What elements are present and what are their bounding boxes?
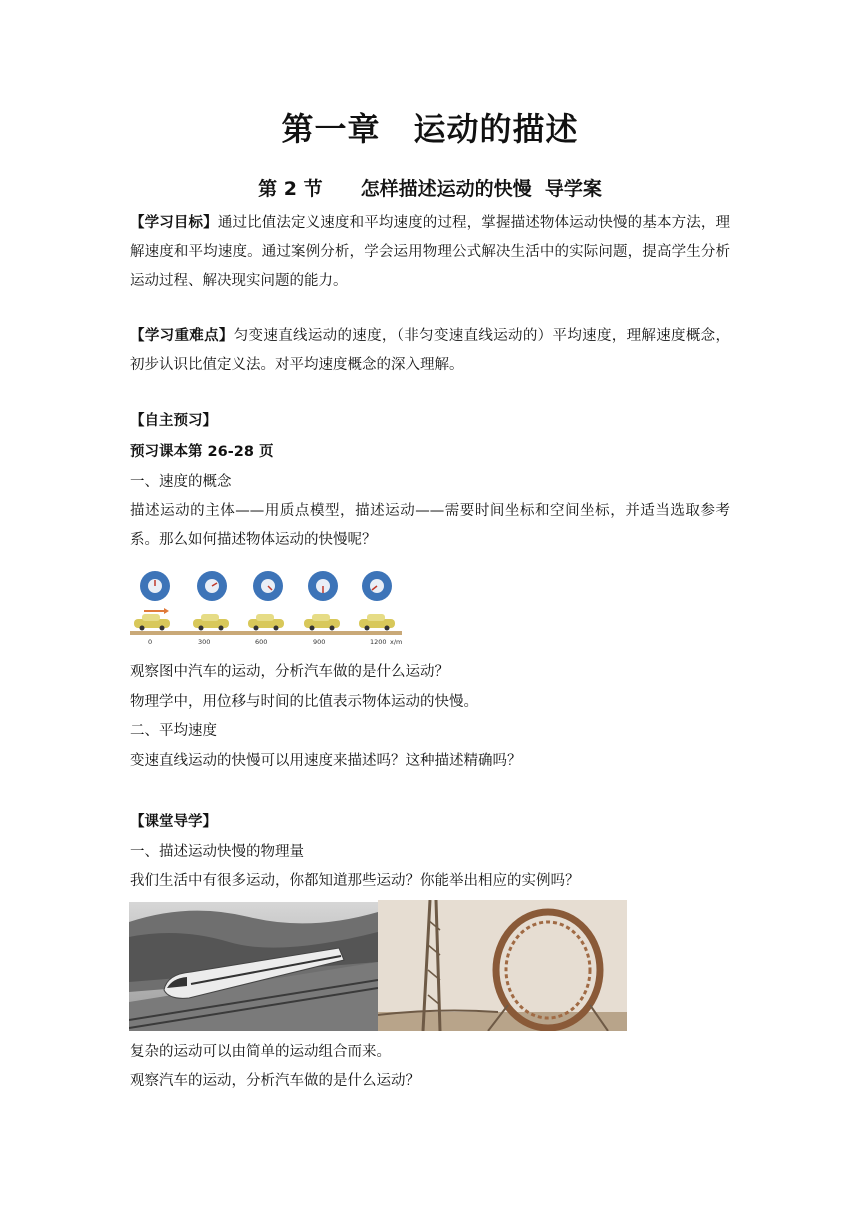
preview-header: 【自主预习】 [130,413,217,429]
train-photo [129,902,378,1031]
preview-section-1: 一、速度的概念 [130,474,232,490]
car-icon [248,614,284,631]
preview-paragraph-1: 描述运动的主体——用质点模型，描述运动——需要时间坐标和空间坐标，并适当选取参考系。那么如何描述物体运动的快慢呢？ [130,503,730,548]
objectives-paragraph [130,209,730,296]
clock-icon [362,571,392,601]
clock-icon [197,571,227,601]
key-points-text: 匀变速直线运动的速度，（非匀变速直线运动的）平均速度，理解速度概念，初步认识比值定义法。对平均速度概念的深入理解。 [130,328,731,373]
clock-icon [140,571,170,601]
car-motion-figure [130,568,405,650]
clock-icon [308,571,338,601]
preview-question-3: 变速直线运动的快慢可以用速度来描述吗？这种描述精确吗？ [130,753,522,769]
classroom-question-2: 复杂的运动可以由简单的运动组合而来。 [130,1044,391,1060]
axis-unit-label: x/m [390,638,403,646]
car-icon [193,614,229,631]
classroom-header: 【课堂导学】 [130,814,217,830]
classroom-section-1: 一、描述运动快慢的物理量 [130,844,304,860]
objectives-label: 【学习目标】 [130,215,218,231]
tick-label-1200: 1200 [370,638,387,646]
preview-pages: 预习课本第 26-28 页 [130,444,274,460]
clock-icon [253,571,283,601]
chapter-title: 第一章 运动的描述 [281,110,579,148]
car-icon [304,614,340,631]
tick-label-600: 600 [255,638,268,646]
classroom-question-3: 观察汽车的运动，分析汽车做的是什么运动？ [130,1073,420,1089]
road-strip [130,631,402,635]
tick-label-900: 900 [313,638,326,646]
objectives-text: 通过比值法定义速度和平均速度的过程，掌握描述物体运动快慢的基本方法，理解速度和平均速度。通过案例分析，学会运用物理公式解决生活中的实际问题，提高学生分析运动过程、解决现实问题的能力。 [130,215,730,289]
classroom-question-1: 我们生活中有很多运动，你都知道那些运动？你能举出相应的实例吗？ [130,873,580,889]
preview-section-2: 二、平均速度 [130,723,217,739]
key-points-paragraph [130,322,730,380]
preview-question-1: 观察图中汽车的运动，分析汽车做的是什么运动？ [130,664,449,680]
preview-question-2: 物理学中，用位移与时间的比值表示物体运动的快慢。 [130,694,478,710]
tick-label-0: 0 [148,638,153,646]
roller-coaster-photo [378,900,627,1031]
car-icon [359,614,395,631]
car-icon [134,614,170,631]
direction-arrow-icon [144,608,169,614]
section-subtitle: 第 2 节 怎样描述运动的快慢 导学案 [258,178,602,200]
key-points-label: 【学习重难点】 [130,328,234,344]
tick-label-300: 300 [198,638,211,646]
